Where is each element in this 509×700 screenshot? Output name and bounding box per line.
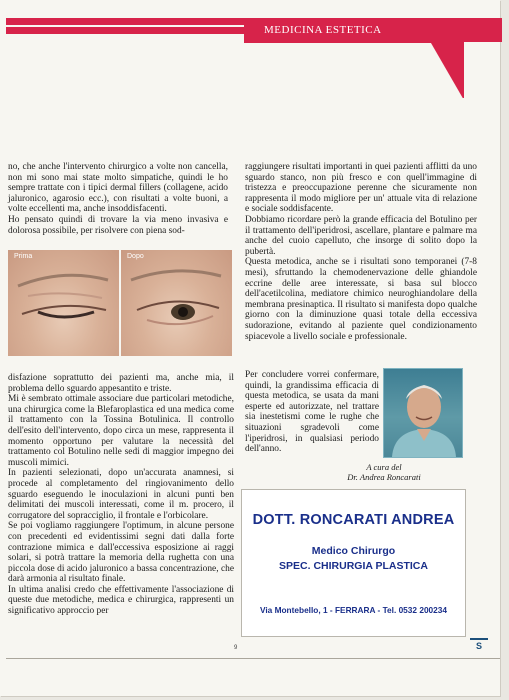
after-label: Dopo <box>127 253 144 260</box>
before-after-photos <box>8 250 232 356</box>
photo-after <box>121 250 232 356</box>
ad-address: Via Montebello, 1 - FERRARA - Tel. 0532 200234 <box>259 605 448 615</box>
article-col-right-top <box>245 162 477 342</box>
paragraph: In ultima analisi credo che effettivamente l'associazione di queste due metodiche, medica e chirurgica, rappresenti un significativo approccio per <box>8 584 234 617</box>
photo-before <box>8 250 119 356</box>
header-rule <box>244 41 440 43</box>
caption-line: A cura del <box>366 462 402 472</box>
eye-image <box>121 250 232 356</box>
corner-ornament <box>430 40 464 98</box>
section-title: MEDICINA ESTETICA <box>244 18 502 42</box>
article-col-left-top <box>8 162 228 236</box>
ad-role: Medico Chirurgo <box>311 545 396 557</box>
bottom-rule <box>6 658 500 659</box>
paragraph: Mi è sembrato ottimale associare due particolari metodiche, una chirurgica come la Blefaroplastica ed una medica come il trattamento con la Tossina Botulinica. Il controllo dell'esito dell'intervento, dopo circa un mese, rappresenta il momento opportuno per valutare la necessità del trattamento col Botulino nelle sedi di maggior impegno dei muscoli mimici. <box>8 394 234 468</box>
paragraph: disfazione soprattutto dei pazienti ma, anche mia, il problema dello sguardo appesantito e triste. <box>8 373 234 394</box>
article-col-right-bottom <box>245 370 379 455</box>
paragraph: Se poi vogliamo raggiungere l'optimum, in alcune persone con precedenti ed evidentissimi segni dati dalla forte contrazione mimica e dall'eccessiva esposizione ai raggi solari, si potrà trattare la memoria della rughetta con una piccola dose di acido jaluronico a bassa concentrazione, che darà armonia al risultato finale. <box>8 521 234 585</box>
paragraph: no, che anche l'intervento chirurgico a volte non cancella, non mi sono mai state molto simpatiche, quindi le ho sempre trattate con i tipici dermal fillers (collagene, acido jaluronico, agarosio ecc.), con risultati a volte buoni, a volte eccellenti ma, anche insoddisfacenti. <box>8 162 228 215</box>
paragraph: Ho pensato quindi di trovare la via meno invasiva e dolorosa possibile, per risolvere con piena sod- <box>8 214 228 236</box>
paragraph: Dobbiamo ricordare però la grande efficacia del Botulino per il trattamento dell'iperidrosi, ascellare, plantare e palmare ma anche del cuoio capelluto, che insorge di solito dopo la pubertà. <box>245 214 477 257</box>
portrait-image <box>384 369 462 457</box>
author-caption <box>294 462 474 482</box>
before-label: Prima <box>14 253 33 260</box>
caption-author: Dr. Andrea Roncarati <box>347 472 421 482</box>
page-number: 9 <box>234 645 238 651</box>
publisher-logo: S <box>470 638 488 656</box>
article-col-left-bottom <box>8 373 234 617</box>
author-portrait <box>383 368 463 458</box>
ad-doctor-name: DOTT. RONCARATI ANDREA <box>252 512 455 528</box>
doctor-advertisement <box>241 489 466 637</box>
paragraph: Per concludere vorrei confermare, quindi, la grandissima efficacia di questa metodica, se usata da mani esperte ed autorizzate, nel trattare sia inestetismi come le rughe che situazioni sgradevoli come l'iperidrosi, in qualsiasi periodo dell'anno. <box>245 370 379 455</box>
paragraph: Questa metodica, anche se i risultati sono temporanei (7-8 mesi), sfruttando la chemodenervazione delle ghiandole eccrine delle aree interessate, si basa sul blocco dell'acetilcolina, mediatore chimico neuroghiandolare della membrana presinaptica. Il risultato si manifesta dopo qualche giorno con la diminuzione quasi totale della eccessiva sudorazione, evitando al paziente quel condizionamento spiacevole a livello sociale e professionale. <box>245 257 477 342</box>
paragraph: In pazienti selezionati, dopo un'accurata anamnesi, si procede al completamento del ringiovanimento dello sguardo eseguendo le inoculazioni in alcuni punti ben delimitati dei muscoli interessati, come il m. procero, il corrugatore del sopracciglio, il frontale e l'orbicolare. <box>8 468 234 521</box>
ad-specialty: SPEC. CHIRURGIA PLASTICA <box>279 560 428 572</box>
paragraph: raggiungere risultati importanti in quei pazienti afflitti da uno sguardo stanco, non più fresco e con quell'immagine di tristezza e preoccupazione perenne che sicuramente non rappresenta il modo migliore per un' attuale vita di relazione e sociale soddisfacente. <box>245 162 477 215</box>
eye-image <box>8 250 119 356</box>
